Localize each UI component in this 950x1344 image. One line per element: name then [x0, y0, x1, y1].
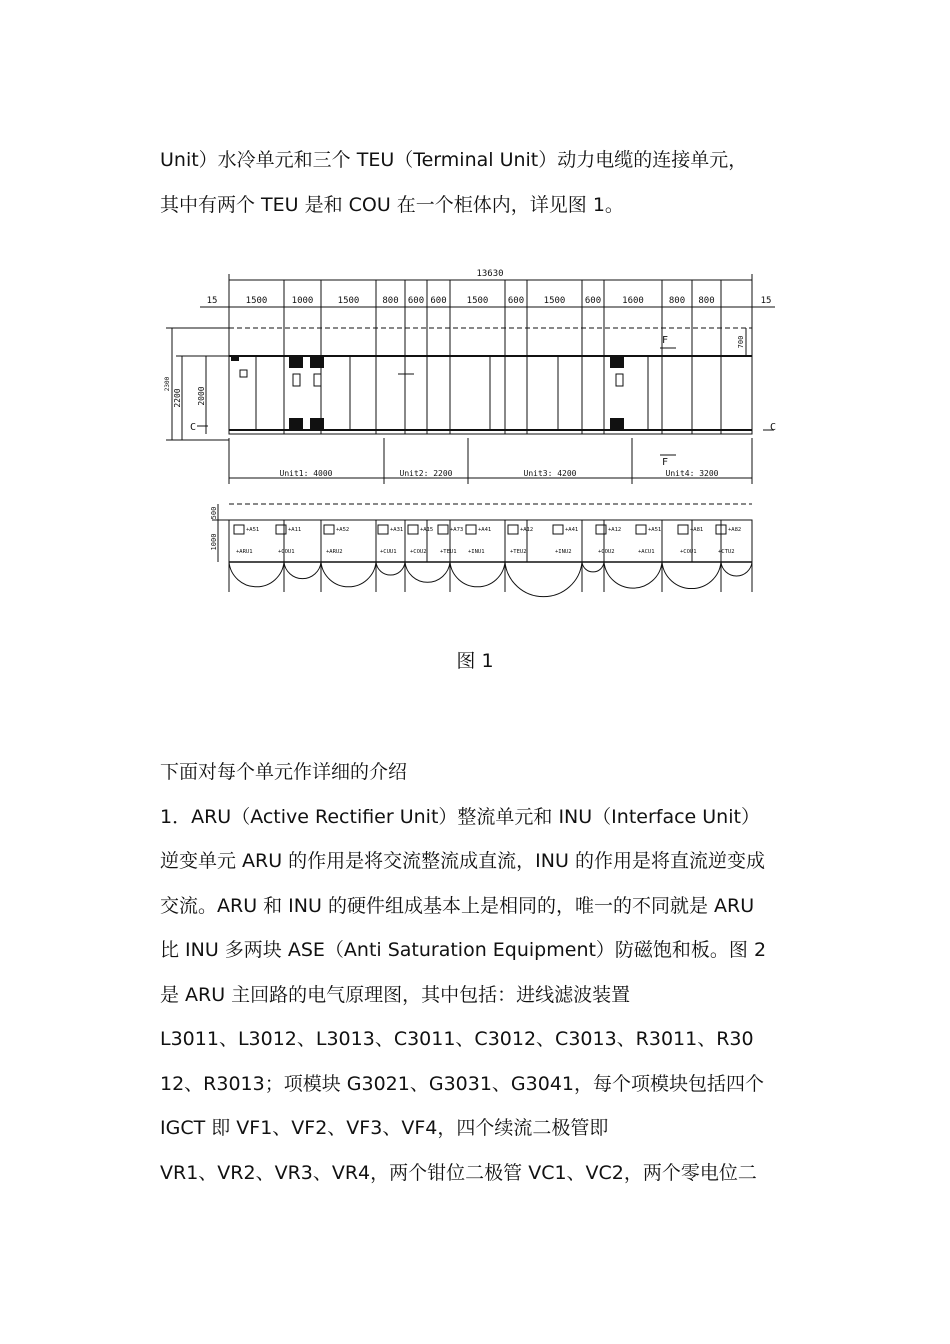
segment-dim-label: 1500: [466, 296, 489, 306]
plan-unit-label: +TEU2: [510, 549, 527, 555]
plan-unit-label: +COU1: [680, 549, 697, 555]
segment-dim-label: 800: [668, 296, 686, 306]
plan-unit-label: +CUU1: [380, 549, 397, 555]
plan-component-label: +A15: [420, 527, 434, 533]
plan-component-label: +A51: [246, 527, 260, 533]
height-label: 2200: [173, 388, 182, 408]
unit-label: Unit1: 4000: [279, 469, 333, 478]
plan-component-label: +A12: [608, 527, 622, 533]
segment-dim-label: 15: [206, 296, 218, 306]
text-line: VR1、VR2、VR3、VR4，两个钳位二极管 VC1、VC2，两个零电位二: [160, 1161, 757, 1184]
text-line: 下面对每个单元作详细的介绍: [160, 761, 408, 783]
plan-unit-label: +ARU2: [326, 549, 343, 555]
plan-unit-label: +TEU1: [440, 549, 457, 555]
plan-component-label: +A41: [565, 527, 579, 533]
segment-dim-label: 600: [407, 296, 425, 306]
plan-component-label: +A11: [288, 527, 302, 533]
plan-component-label: +A82: [728, 527, 742, 533]
text-line: 交流。ARU 和 INU 的硬件组成基本上是相同的，唯一的不同就是 ARU: [160, 894, 755, 917]
segment-dim-label: 800: [698, 296, 715, 306]
cabinet-layout-drawing: [160, 258, 790, 600]
component-box: [438, 525, 448, 534]
total-width-label: 13630: [476, 269, 504, 279]
component-box: [324, 525, 334, 534]
plan-dim-label: 1000: [210, 533, 218, 551]
section-marker: F: [662, 335, 669, 346]
segment-dim-label: 1500: [543, 296, 566, 306]
intro-paragraph: [160, 138, 800, 227]
plan-component-label: +A52: [336, 527, 350, 533]
segment-dim-label: 600: [584, 296, 602, 306]
component-box: [234, 525, 244, 534]
segment-dim-label: 1000: [291, 296, 314, 306]
unit-label: Unit4: 3200: [665, 469, 719, 478]
text-line: IGCT 即 VF1、VF2、VF3、VF4，四个续流二极管即: [160, 1117, 609, 1139]
plan-component-label: +A41: [478, 527, 492, 533]
segment-dim-label: 15: [760, 296, 772, 306]
height-label: 2300: [164, 376, 171, 392]
plan-unit-label: +COU2: [598, 549, 615, 555]
plan-unit-label: +CTU2: [718, 549, 735, 555]
plan-unit-label: +COU1: [278, 549, 295, 555]
plan-component-label: +A12: [520, 527, 534, 533]
right-dim-label: 700: [737, 335, 745, 349]
plan-unit-label: +COU2: [410, 549, 427, 555]
text-line: 其中有两个 TEU 是和 COU 在一个柜体内，详见图 1。: [160, 193, 624, 216]
text-line: 逆变单元 ARU 的作用是将交流整流成直流，INU 的作用是将直流逆变成: [160, 850, 765, 872]
text-line: 是 ARU 主回路的电气原理图，其中包括：进线滤波装置: [160, 983, 631, 1006]
plan-component-label: +A31: [390, 527, 404, 533]
segment-dim-label: 600: [430, 296, 447, 306]
plan-unit-label: +ARU1: [236, 549, 253, 555]
plan-component-label: +A81: [690, 527, 704, 533]
component-box: [378, 525, 388, 534]
segment-dim-label: 600: [507, 296, 525, 306]
plan-unit-label: +INU2: [555, 549, 572, 555]
text-line: 比 INU 多两块 ASE（Anti Saturation Equipment）防磁饱和板。图 2: [160, 939, 767, 961]
segment-dim-label: 1600: [622, 296, 644, 306]
plan-dim-label: 500: [210, 506, 218, 520]
component-box: [553, 525, 563, 534]
text-line: 12、R3013；项模块 G3021、G3031、G3041，每个项模块包括四个: [160, 1072, 765, 1095]
section-marker: C: [190, 422, 197, 433]
segment-dim-label: 800: [382, 296, 399, 306]
plan-unit-label: +INU1: [468, 549, 485, 555]
figure-caption: 图 1: [456, 650, 494, 672]
text-line: 1．ARU（Active Rectifier Unit）整流单元和 INU（Interface Unit）: [160, 805, 760, 828]
component-box: [636, 525, 646, 534]
unit-label: Unit2: 2200: [399, 469, 453, 478]
plan-component-label: +A51: [648, 527, 662, 533]
component-box: [508, 525, 518, 534]
segment-dim-label: 1500: [337, 296, 360, 306]
text-line: L3011、L3012、L3013、C3011、C3012、C3013、R3011、R30: [160, 1028, 754, 1050]
component-box: [408, 525, 418, 534]
segment-dim-label: 1500: [245, 296, 268, 306]
section-marker: F: [662, 457, 669, 468]
height-label: 2000: [197, 386, 206, 406]
plan-unit-label: +ACU1: [638, 549, 655, 555]
plan-component-label: +A73: [450, 527, 464, 533]
section-marker: C: [770, 422, 777, 433]
text-line: Unit）水冷单元和三个 TEU（Terminal Unit）动力电缆的连接单元，: [160, 149, 748, 171]
component-box: [678, 525, 688, 534]
body-paragraph: [160, 750, 800, 1195]
unit-label: Unit3: 4200: [523, 469, 577, 478]
component-box: [466, 525, 476, 534]
